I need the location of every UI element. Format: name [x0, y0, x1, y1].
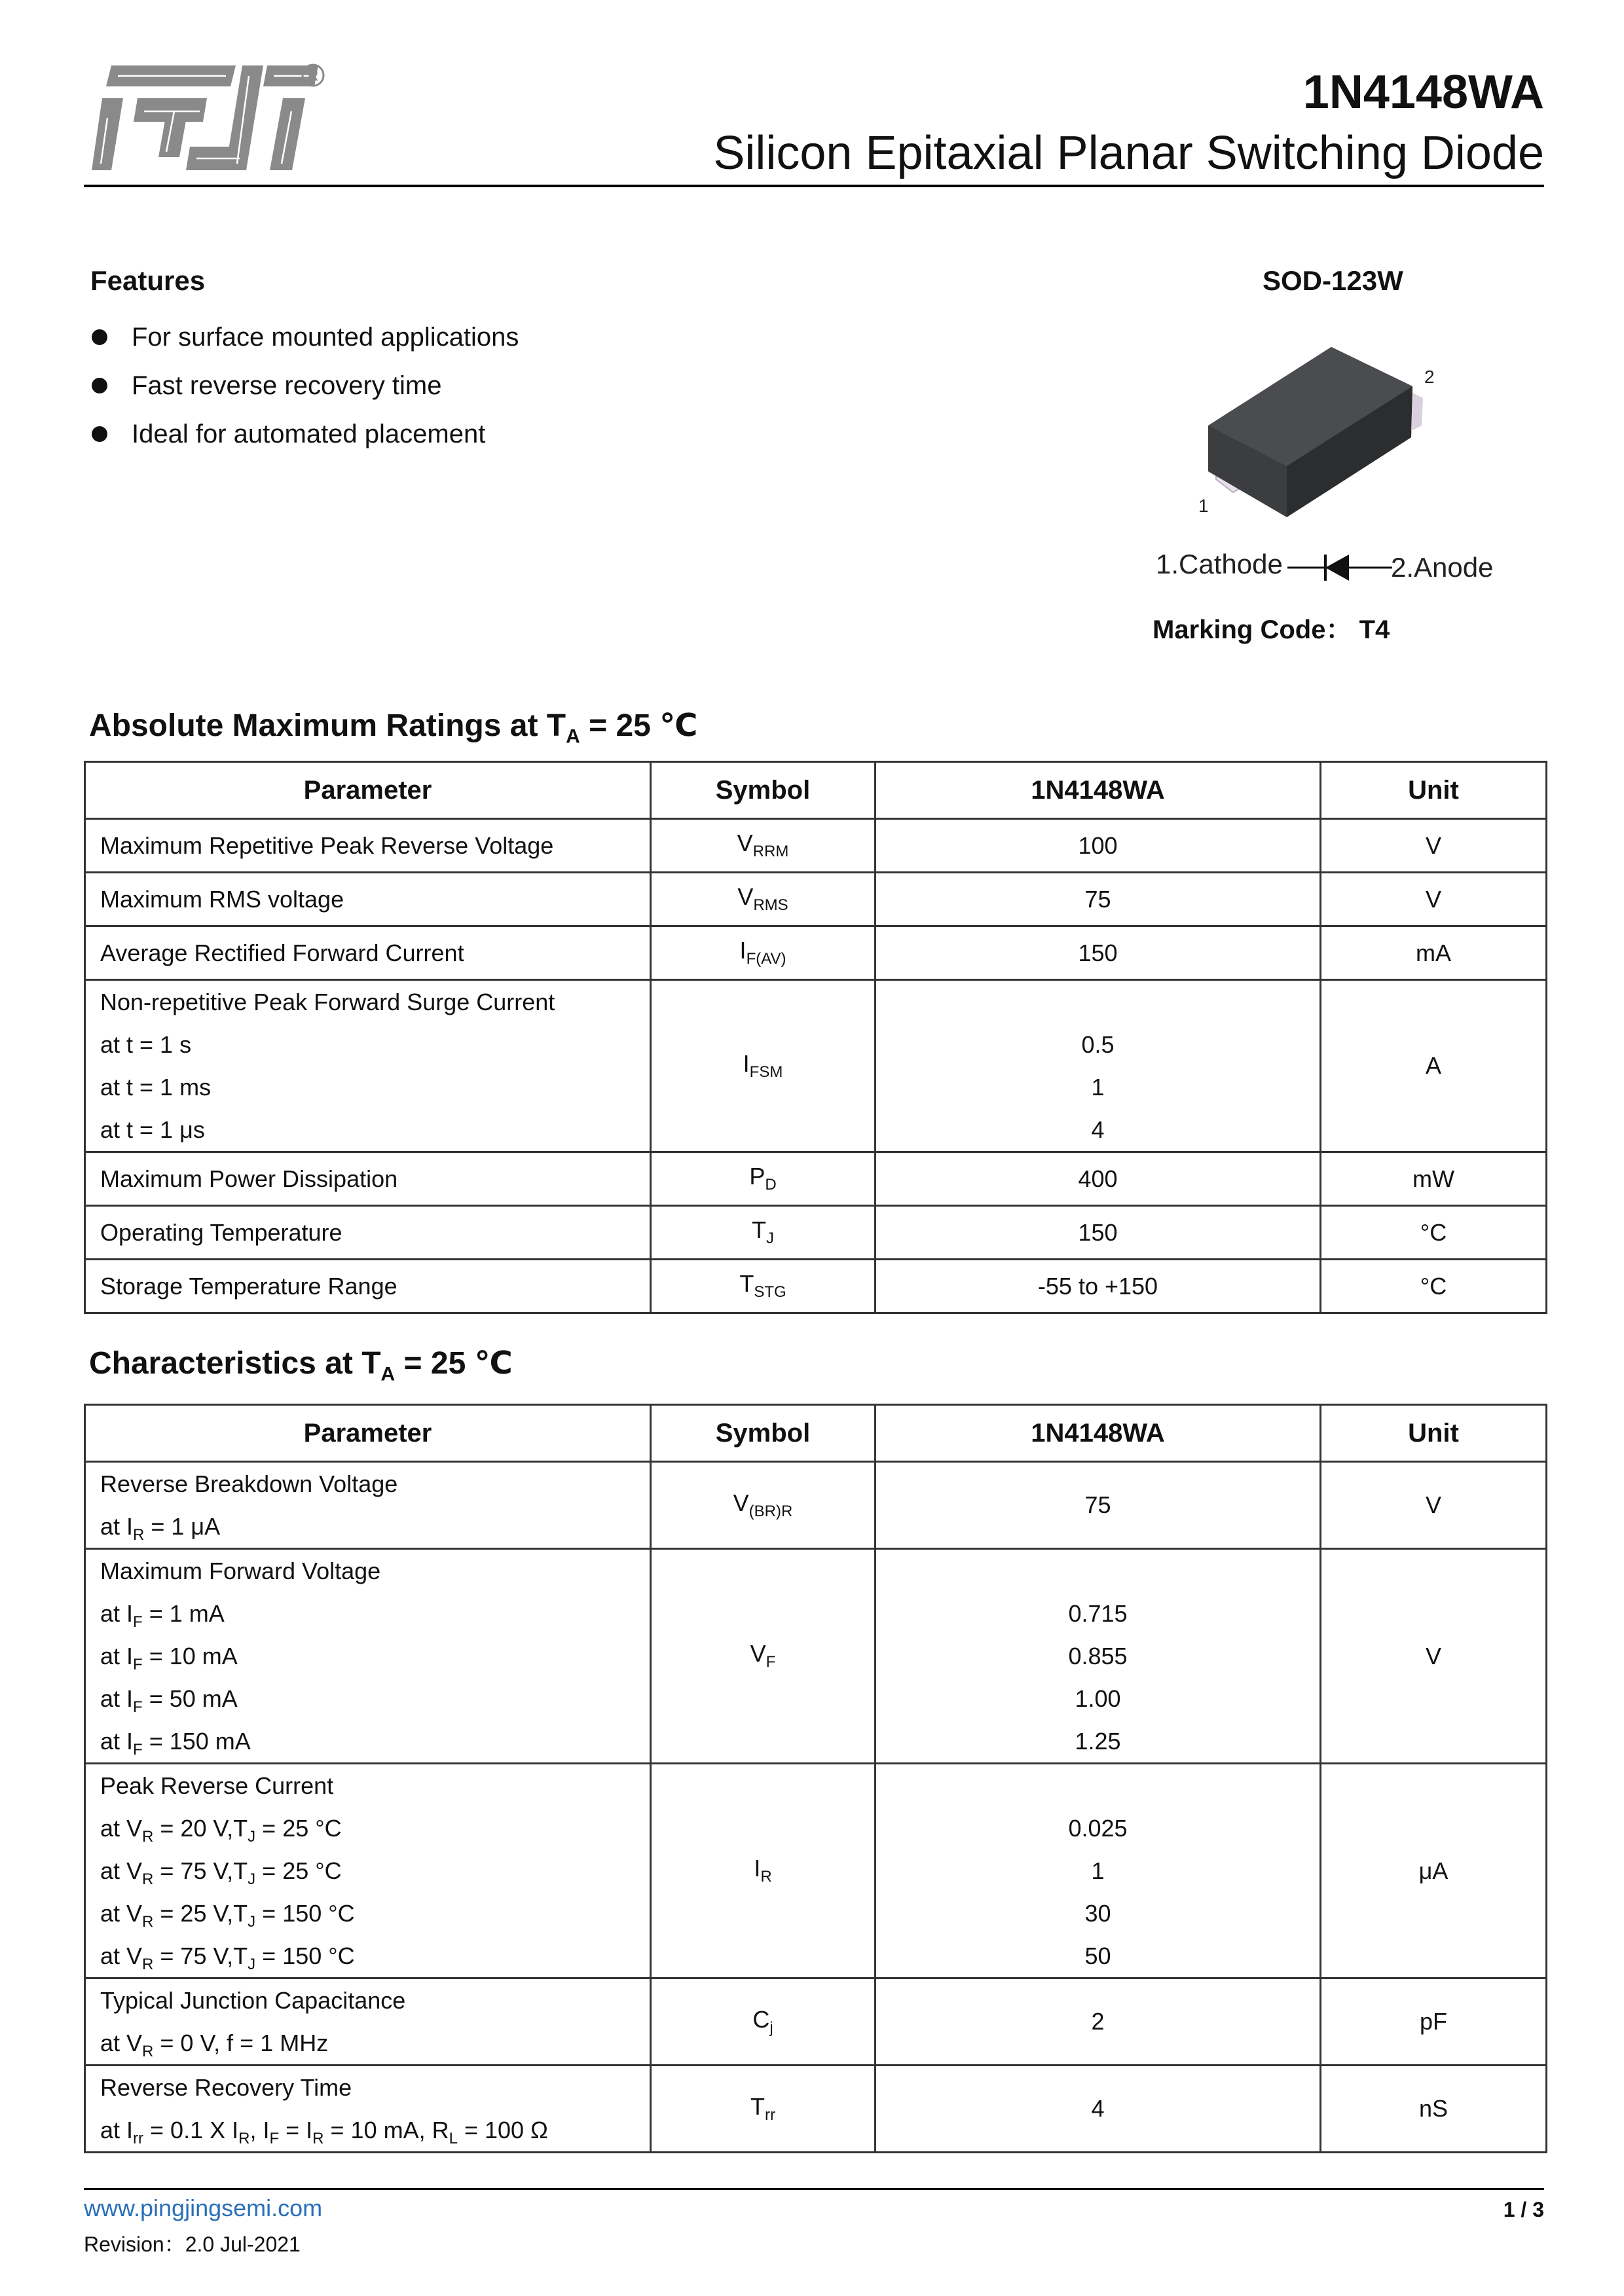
document-subtitle: Silicon Epitaxial Planar Switching Diode — [713, 127, 1544, 179]
marking-code: Marking Code： T4 — [1153, 615, 1390, 644]
bullet-icon — [92, 378, 107, 393]
table-header-row: Parameter Symbol 1N4148WA Unit — [85, 1405, 1547, 1462]
table-row: Reverse Breakdown Voltage at $I_R = 1$ μA $V_{(BR)R}$ 75 V — [85, 1462, 1547, 1549]
package-name: SOD-123W — [1263, 265, 1403, 296]
table-row: Maximum RMS voltage $V_{RMS}$ 75 V — [85, 873, 1547, 926]
abs-max-title: Absolute Maximum Ratings at $T_A = 25$ ℃ — [89, 708, 698, 748]
table-row: Non-repetitive Peak Forward Surge Current at t = 1 s at t = 1 ms at t = 1 μs $I_{FSM}$ 0.5 1 4 A — [85, 980, 1547, 1152]
table-header-row: Parameter Symbol 1N4148WA Unit — [85, 762, 1547, 819]
cathode-label: 1.Cathode — [1156, 549, 1283, 579]
characteristics-title: Characteristics at $T_A = 25$ ℃ — [89, 1346, 513, 1385]
table-row: Maximum Power Dissipation $P_D$ 400 mW — [85, 1152, 1547, 1206]
bullet-icon — [92, 426, 107, 442]
website-link[interactable]: www.pingjingsemi.com — [84, 2195, 323, 2221]
table-row: Operating Temperature $T_J$ 150 °C — [85, 1206, 1547, 1260]
feature-item: Ideal for automated placement — [90, 410, 519, 458]
feature-item: Fast reverse recovery time — [90, 361, 519, 410]
revision-text: Revision：2.0 Jul-2021 — [84, 2232, 301, 2256]
pin1-label: 1 — [1198, 496, 1209, 516]
table-row: Average Rectified Forward Current $I_{F(AV)}$ 150 mA — [85, 926, 1547, 980]
features-title: Features — [90, 265, 206, 296]
bullet-icon — [92, 329, 107, 345]
part-number: 1N4148WA — [1302, 66, 1544, 118]
table-row: Reverse Recovery Time at $I_{rr} = 0.1$ X $I_R$, $I_F = I_R = 10$ mA, $R_L = 100$ Ω $T_{rr}$ 4 nS — [85, 2066, 1547, 2153]
header-rule — [84, 185, 1544, 187]
features-list — [90, 313, 519, 458]
table-row: Typical Junction Capacitance at $V_R = 0$ V, f = 1 MHz $C_j$ 2 pF — [85, 1978, 1547, 2066]
table-row: Maximum Forward Voltage at $I_F = 1$ mA at $I_F = 10$ mA at $I_F = 50$ mA at $I_F = 150$ mA $V_F$ 0.715 0.855 1.00 1.25 V — [85, 1549, 1547, 1764]
package-image — [1189, 321, 1470, 530]
svg-text:R: R — [308, 67, 318, 84]
page-number: 1 / 3 — [1503, 2198, 1544, 2221]
anode-label: 2.Anode — [1391, 552, 1494, 583]
diode-symbol-icon — [1287, 551, 1392, 584]
footer-rule — [84, 2188, 1544, 2190]
company-logo — [92, 59, 341, 183]
abs-max-table — [84, 761, 1547, 1314]
characteristics-table — [84, 1404, 1547, 2153]
feature-item: For surface mounted applications — [90, 313, 519, 361]
pin2-label: 2 — [1424, 367, 1435, 387]
table-row: Peak Reverse Current at $V_R = 20$ $V,T_J = 25$ °C at $V_R = 75$ $V,T_J = 25$ °C at $V_R = 25$ $V,T_J = 150$ °C at $V_R = 75$ $V,T_J = 150$ °C $I_R$ 0.025 1 30 50 μA — [85, 1764, 1547, 1978]
table-row: Maximum Repetitive Peak Reverse Voltage $V_{RRM}$ 100 V — [85, 819, 1547, 873]
table-row: Storage Temperature Range $T_{STG}$ -55 to +150 °C — [85, 1260, 1547, 1313]
